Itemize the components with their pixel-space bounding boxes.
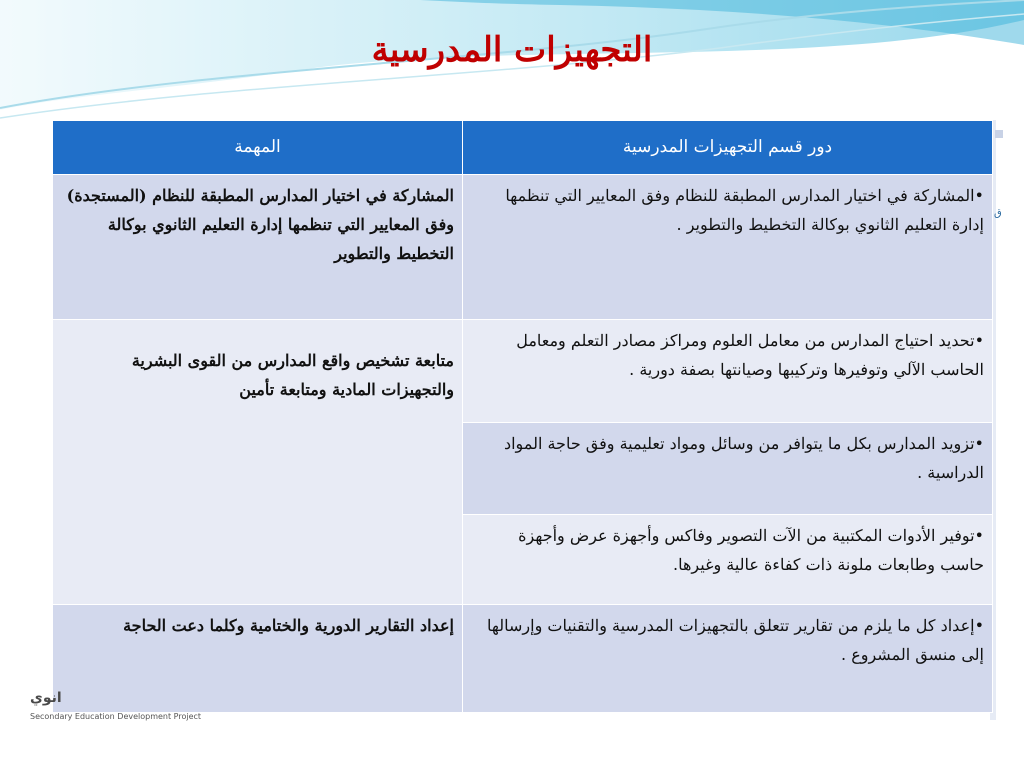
equipment-table [52,120,993,713]
role-cell: •إعداد كل ما يلزم من تقارير تتعلق بالتجهيزات المدرسية والتقنيات وإرسالها إلى منسق المشروع . [463,605,993,713]
role-cell: •تحديد احتياج المدارس من معامل العلوم ومراكز مصادر التعلم ومعامل الحاسب الآلي وتوفيرها وتركيبها وصيانتها بصفة دورية . [463,320,993,423]
side-logo: ق [994,208,1002,219]
role-cell: •المشاركة في اختيار المدارس المطبقة للنظام وفق المعايير التي تنظمها إدارة التعليم الثانوي بوكالة التخطيط والتطوير . [463,175,993,320]
side-decoration-square [995,130,1003,138]
role-cell: •توفير الأدوات المكتبية من الآت التصوير وفاكس وأجهزة عرض وأجهزة حاسب وطابعات ملونة ذات كفاءة عالية وغيرها. [463,515,993,605]
header-role: دور قسم التجهيزات المدرسية [463,121,993,175]
table-row [53,175,993,320]
table-header-row [53,121,993,175]
table-row [53,320,993,423]
footer-logo: انوي [30,690,62,706]
footer-text: Secondary Education Development Project [30,712,202,721]
role-cell: •تزويد المدارس بكل ما يتوافر من وسائل ومواد تعليمية وفق حاجة المواد الدراسية . [463,423,993,515]
task-cell: متابعة تشخيص واقع المدارس من القوى البشرية والتجهيزات المادية ومتابعة تأمين [53,320,463,605]
slide-title: التجهيزات المدرسية [371,30,653,70]
header-task: المهمة [53,121,463,175]
task-cell: المشاركة في اختيار المدارس المطبقة للنظام (المستجدة) وفق المعايير التي تنظمها إدارة التعليم الثانوي بوكالة التخطيط والتطوير [53,175,463,320]
table-row [53,605,993,713]
task-cell: إعداد التقارير الدورية والختامية وكلما دعت الحاجة [53,605,463,713]
